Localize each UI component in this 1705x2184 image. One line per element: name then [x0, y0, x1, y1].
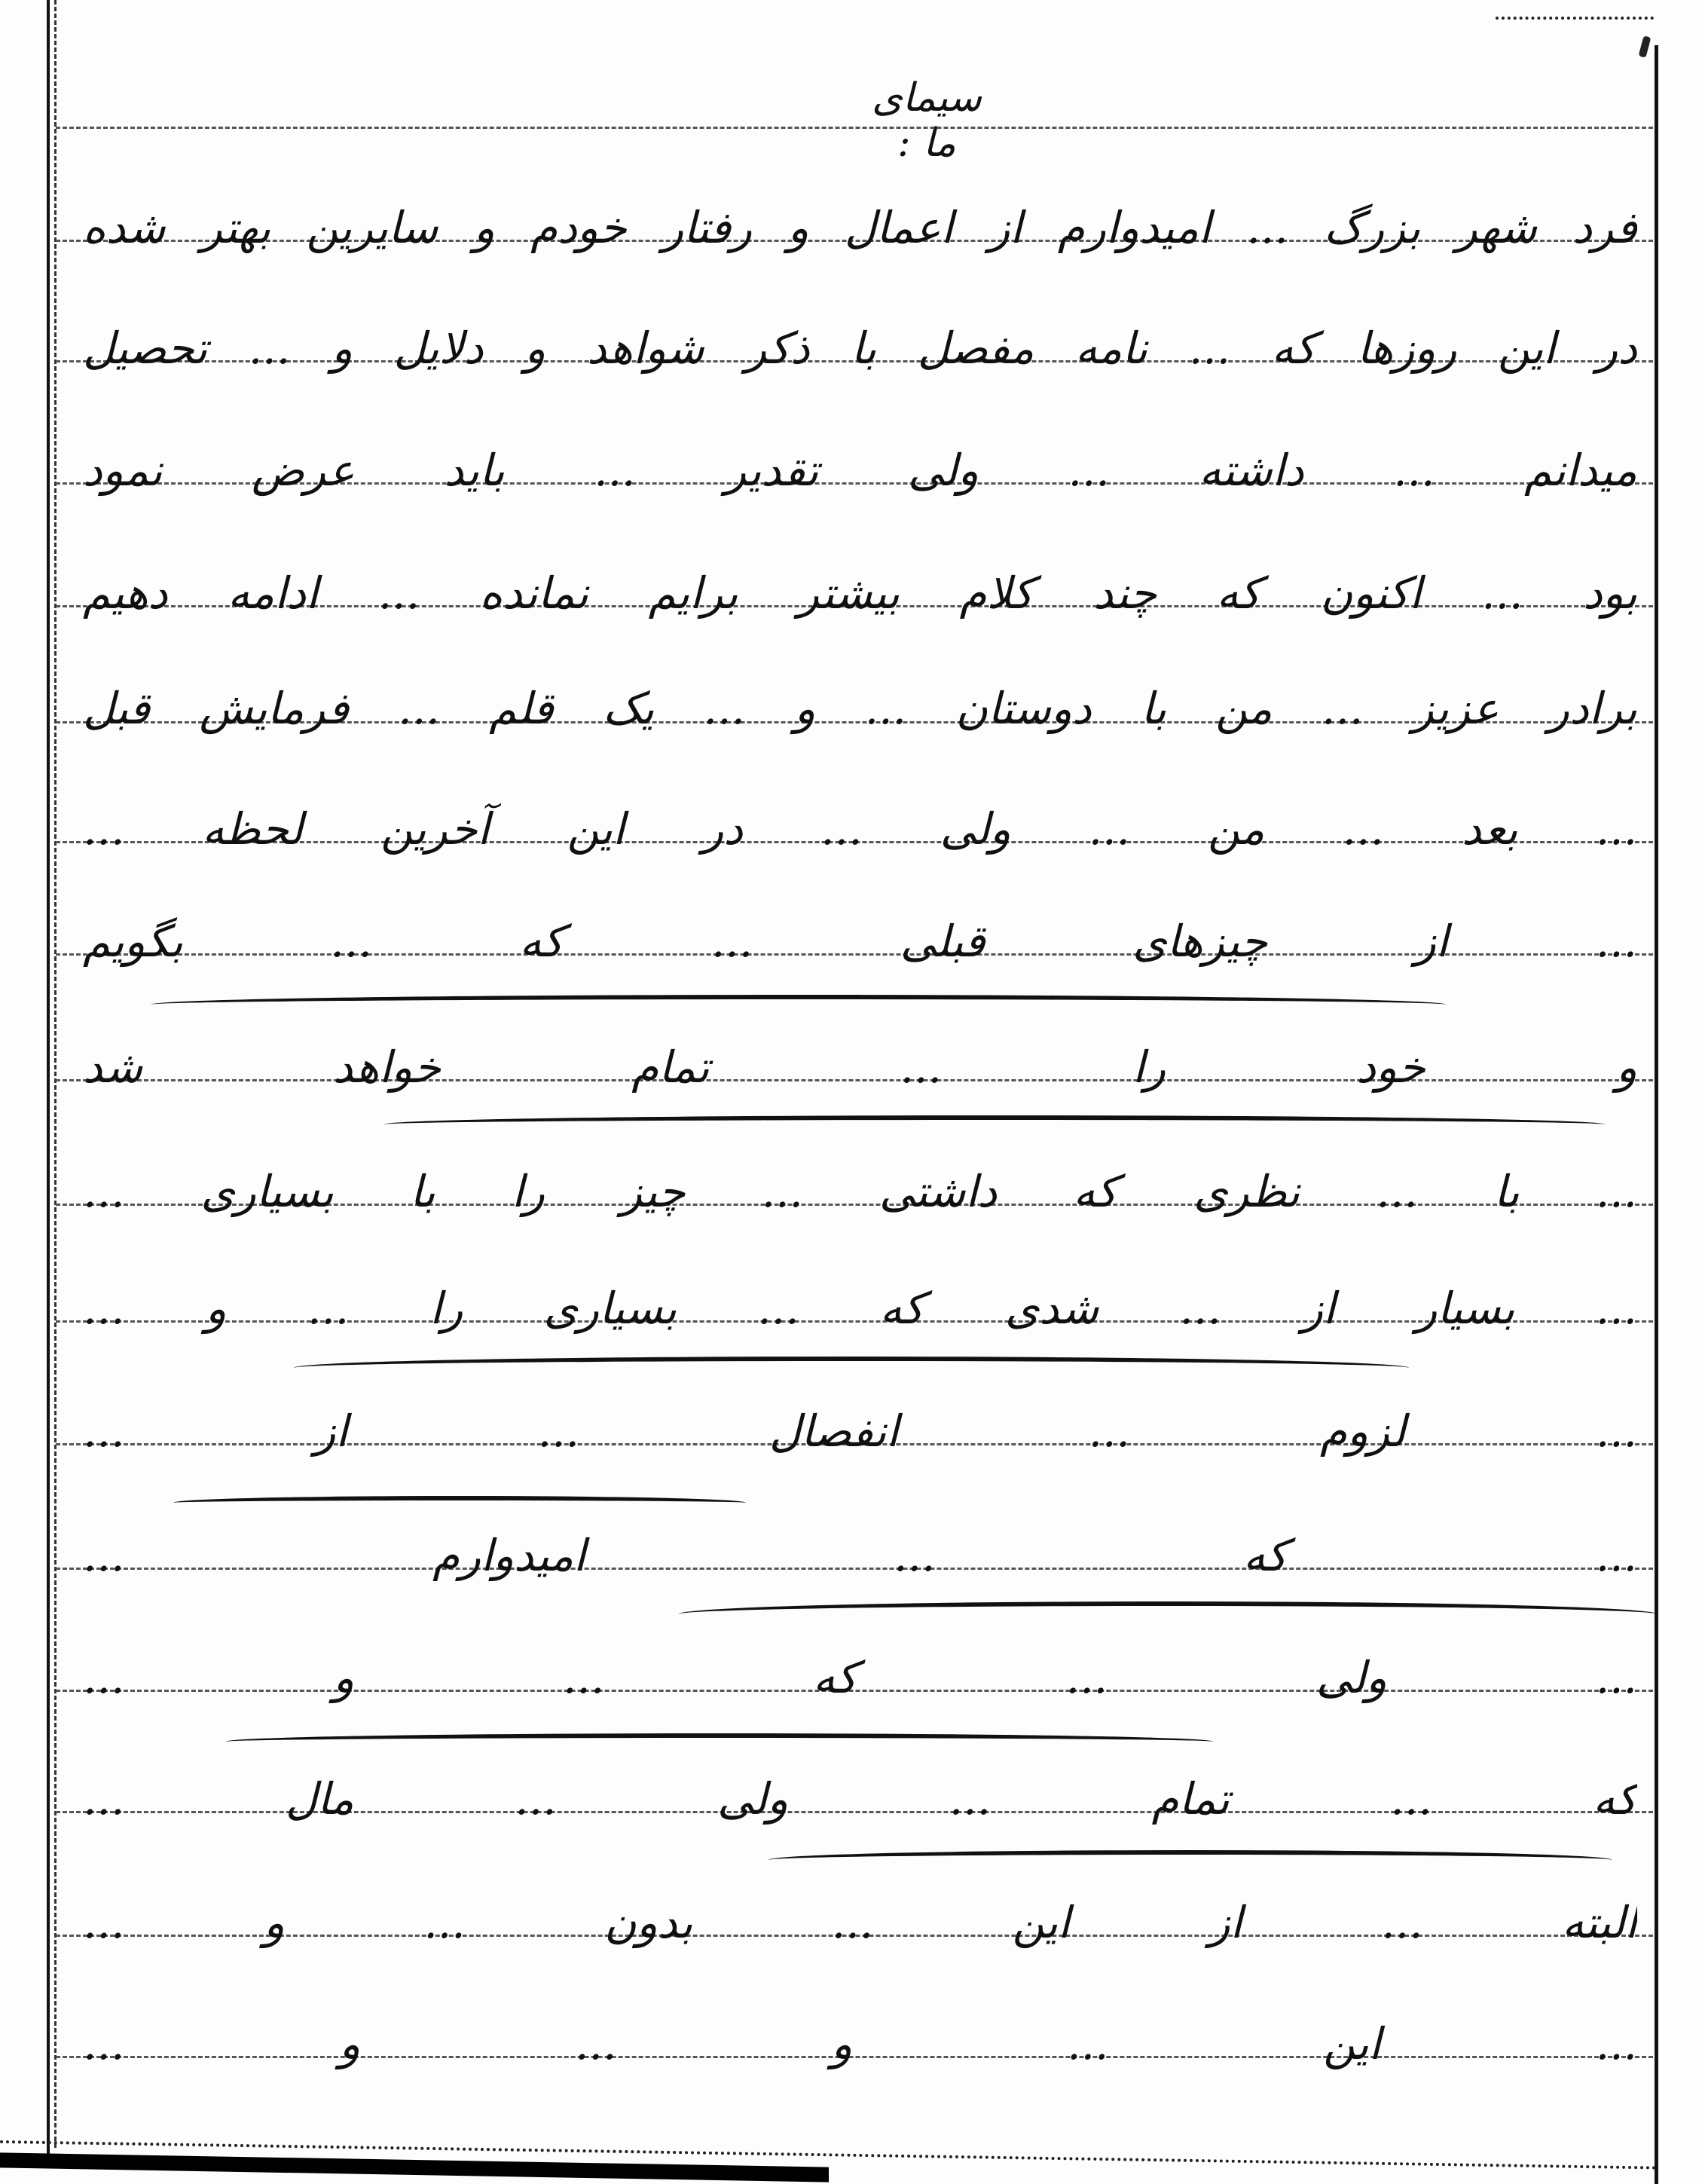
- handdrawn-underline: [151, 995, 1447, 1014]
- letter-line-4: بود ... اکنون که چند کلام بیشتر برایم نمانده ... ادامه دهیم: [83, 567, 1637, 619]
- corner-ink-mark: [1639, 35, 1652, 58]
- ruled-line: [56, 127, 1653, 129]
- handdrawn-underline: [226, 1733, 1213, 1750]
- left-margin-dashed-line: [54, 0, 57, 2148]
- letter-line-13: ... ولی ... که ... و ...: [83, 1652, 1637, 1703]
- letter-line-10: ... بسیار از ... شدی که ... بسیاری را ... و ...: [83, 1283, 1637, 1334]
- scan-edge-shadow: [0, 2152, 829, 2182]
- letter-line-14: که ... تمام ... ولی ... مال ...: [83, 1773, 1637, 1825]
- letter-line-3: میدانم ... داشته ... ولی تقدیر ... باید عرض نمود: [83, 445, 1637, 496]
- handdrawn-underline: [173, 1496, 746, 1510]
- letter-line-11: ... لزوم ... انفصال ... از ...: [83, 1406, 1637, 1457]
- letter-line-5: برادر عزیز ... من با دوستان ... و ... یک قلم ... فرمایش قبل: [83, 683, 1637, 734]
- handdrawn-underline: [384, 1115, 1605, 1133]
- letter-line-16: ... این ... و ... و ...: [83, 2018, 1637, 2069]
- letter-line-1: فرد شهر بزرگ ... امیدوارم از اعمال و رفتار خودم و سایرین بهتر شده: [83, 202, 1637, 253]
- letter-line-8: و خود را ... تمام خواهد شد: [83, 1042, 1637, 1093]
- handdrawn-underline: [294, 1357, 1409, 1379]
- letter-line-15: البته ... از این ... بدون ... و ...: [83, 1897, 1637, 1948]
- letter-line-7: ... از چیزهای قبلی ... که ... بگویم: [83, 916, 1637, 967]
- handdrawn-underline: [768, 1850, 1612, 1870]
- letter-title: سیمای ما :: [872, 75, 982, 166]
- letter-line-12: ... که ... امیدوارم ...: [83, 1530, 1637, 1581]
- right-margin-border: [1655, 45, 1658, 2184]
- letter-line-9: ... با ... نظری که داشتی ... چیز را با بسیاری ...: [83, 1166, 1637, 1217]
- top-dotted-line: [1496, 17, 1654, 20]
- handdrawn-underline: [678, 1601, 1658, 1627]
- letter-line-2: در این روزها که ... نامه مفصل با ذکر شواهد و دلایل و ... تحصیل: [83, 323, 1637, 374]
- letter-line-6: ... بعد ... من ... ولی ... در این آخرین لحظه ...: [83, 803, 1637, 855]
- left-margin-border: [47, 0, 50, 2155]
